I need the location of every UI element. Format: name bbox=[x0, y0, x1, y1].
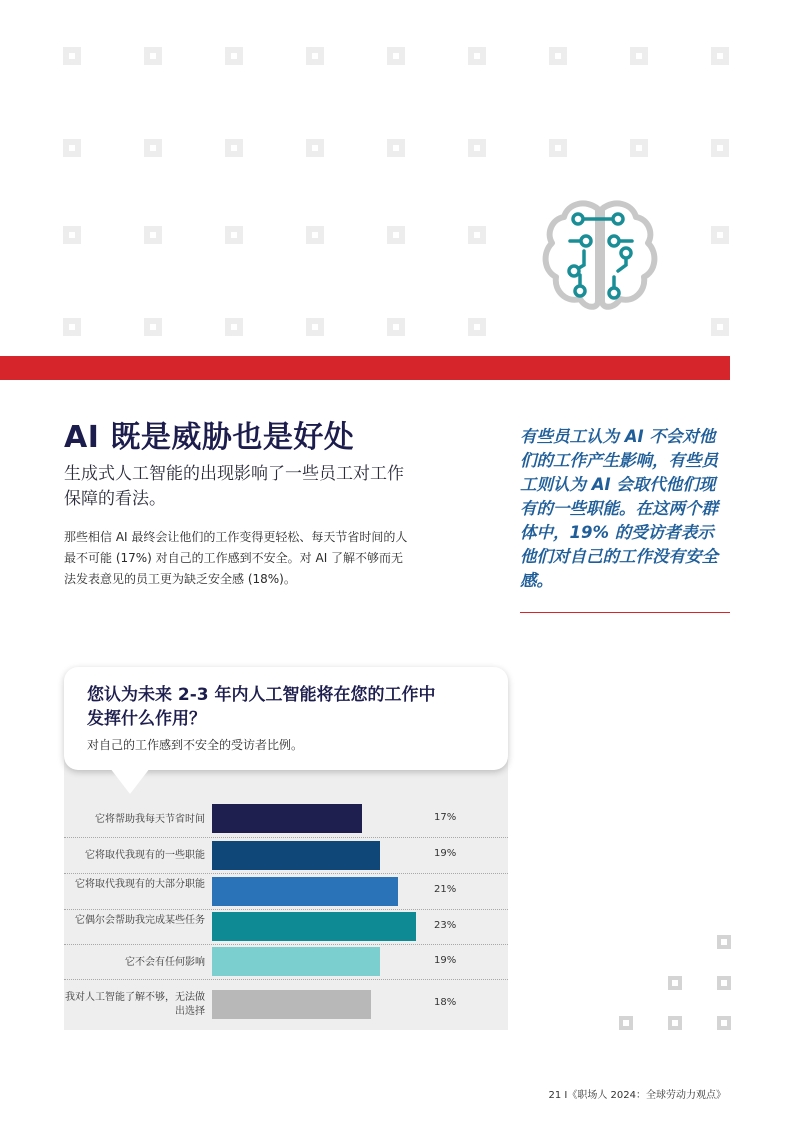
bar-value-label: 18% bbox=[434, 997, 457, 1008]
decor-square bbox=[549, 139, 567, 157]
decor-square bbox=[63, 139, 81, 157]
bar bbox=[212, 912, 416, 941]
decor-square bbox=[306, 226, 324, 244]
decor-square bbox=[63, 318, 81, 336]
bar-category-label: 它不会有任何影响 bbox=[125, 956, 205, 968]
decor-square bbox=[306, 318, 324, 336]
decor-square bbox=[306, 139, 324, 157]
decor-square bbox=[144, 226, 162, 244]
bar bbox=[212, 841, 380, 870]
decor-square bbox=[468, 47, 486, 65]
decor-square bbox=[387, 226, 405, 244]
decor-square bbox=[387, 139, 405, 157]
decor-square bbox=[144, 47, 162, 65]
decor-square bbox=[225, 226, 243, 244]
bar-row bbox=[64, 874, 508, 910]
brain-circuit-icon bbox=[540, 195, 660, 315]
page-footer: 21 I《职场人 2024：全球劳动力观点》 bbox=[548, 1090, 726, 1101]
bar-category-label: 它将取代我现有的一些职能 bbox=[85, 850, 205, 861]
decor-square bbox=[717, 976, 731, 990]
decor-square bbox=[711, 226, 729, 244]
decor-square bbox=[630, 47, 648, 65]
decor-square bbox=[668, 1016, 682, 1030]
bar-value-label: 17% bbox=[434, 811, 457, 823]
decor-square bbox=[630, 139, 648, 157]
bar-row bbox=[64, 838, 508, 874]
bar-value-label: 19% bbox=[434, 848, 457, 859]
decor-square bbox=[711, 318, 729, 336]
decor-square bbox=[717, 935, 731, 949]
bar-value-label: 19% bbox=[434, 954, 457, 966]
decor-square bbox=[144, 139, 162, 157]
bar bbox=[212, 804, 362, 833]
decor-square bbox=[387, 47, 405, 65]
bar-value-label: 21% bbox=[434, 884, 457, 895]
decor-square bbox=[619, 1016, 633, 1030]
bar-value-label: 23% bbox=[434, 919, 457, 931]
bar-category-label: 它偶尔会帮助我完成某些任务 bbox=[75, 914, 205, 926]
chart-subtitle: 对自己的工作感到不安全的受访者比例。 bbox=[87, 738, 304, 752]
question-card-pointer bbox=[110, 768, 150, 794]
decor-square bbox=[668, 976, 682, 990]
bar-row bbox=[64, 980, 508, 1030]
chart-question: 您认为未来 2-3 年内人工智能将在您的工作中发挥什么作用？ bbox=[87, 685, 436, 729]
page-title: AI 既是威胁也是好处 bbox=[64, 420, 355, 455]
decor-square bbox=[225, 47, 243, 65]
bar bbox=[212, 990, 371, 1019]
body-paragraph: 那些相信 AI 最终会让他们的工作变得更轻松、每天节省时间的人最不可能 (17%) 对自己的工作感到不安全。对 AI 了解不够而无法发表意见的员工更为缺乏安全感 (18%)。 bbox=[64, 530, 408, 586]
bar-row bbox=[64, 910, 508, 945]
decor-square bbox=[387, 318, 405, 336]
bar-category-label: 它将帮助我每天节省时间 bbox=[95, 813, 205, 825]
decor-square bbox=[711, 139, 729, 157]
page-subtitle: 生成式人工智能的出现影响了一些员工对工作保障的看法。 bbox=[64, 464, 404, 509]
bar-row bbox=[64, 801, 508, 838]
bar bbox=[212, 877, 398, 906]
decor-square bbox=[225, 139, 243, 157]
decor-square bbox=[63, 47, 81, 65]
decor-square bbox=[468, 318, 486, 336]
decor-square bbox=[468, 139, 486, 157]
bar-category-label: 我对人工智能了解不够，无法做出选择 bbox=[65, 992, 205, 1017]
decor-square bbox=[225, 318, 243, 336]
decor-square bbox=[717, 1016, 731, 1030]
pull-quote-rule bbox=[520, 612, 730, 613]
decor-square bbox=[144, 318, 162, 336]
red-divider-band bbox=[0, 356, 730, 380]
decor-square bbox=[306, 47, 324, 65]
decor-square bbox=[468, 226, 486, 244]
decor-square bbox=[549, 47, 567, 65]
decor-square bbox=[63, 226, 81, 244]
bar-row bbox=[64, 945, 508, 980]
pull-quote: 有些员工认为 AI 不会对他们的工作产生影响，有些员工则认为 AI 会取代他们现有的一些职能。在这两个群体中，19% 的受访者表示他们对自己的工作没有安全感。 bbox=[520, 427, 718, 590]
decor-square bbox=[711, 47, 729, 65]
bar-category-label: 它将取代我现有的大部分职能 bbox=[75, 879, 205, 890]
bar bbox=[212, 947, 380, 976]
